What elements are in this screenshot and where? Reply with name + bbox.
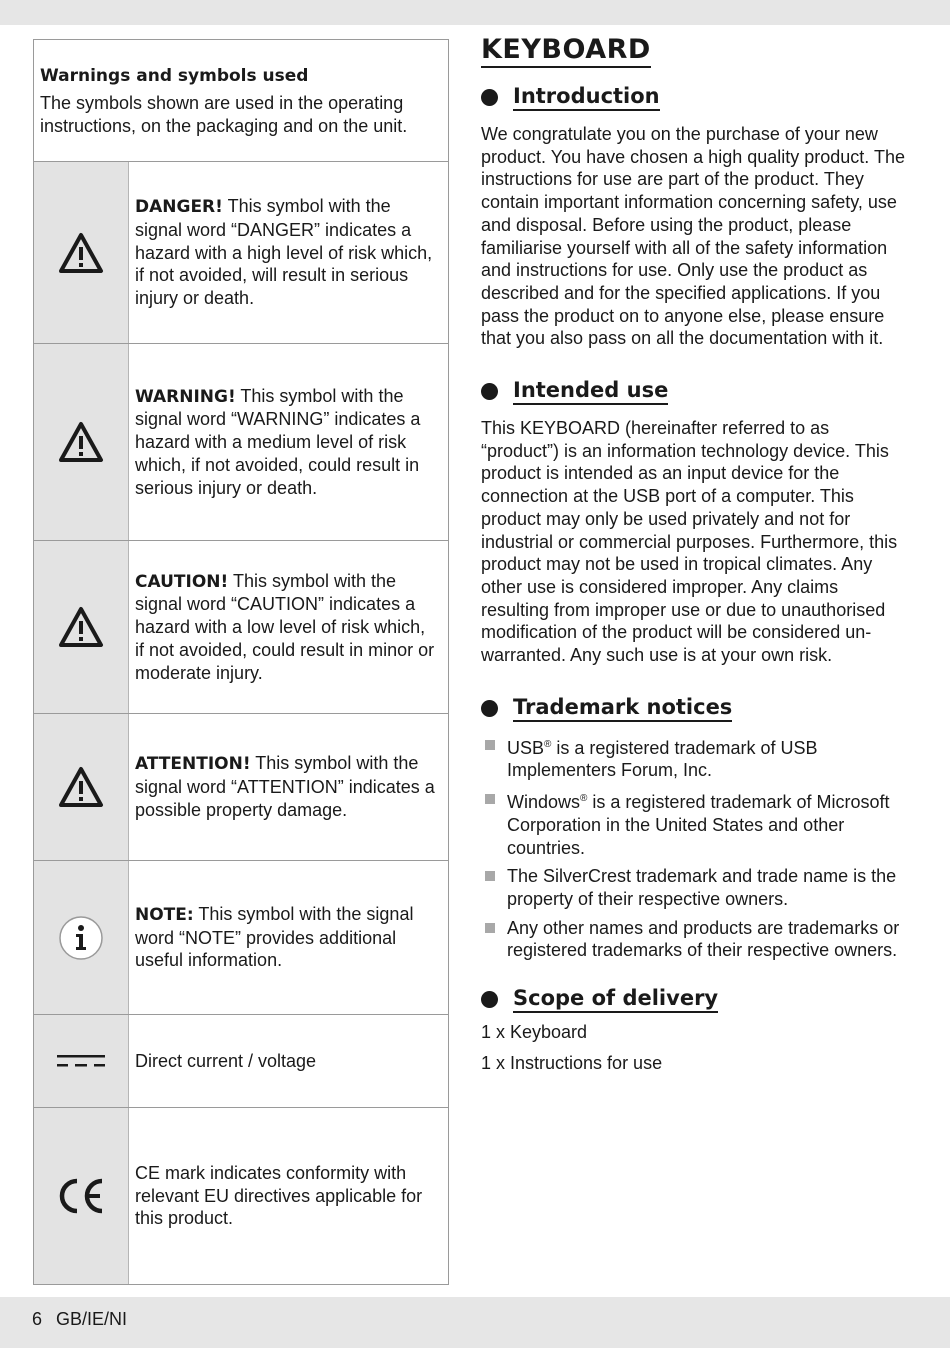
symbols-table — [33, 39, 449, 1285]
symbol-text-attention: ATTENTION! This symbol with the signal word “ATTENTION” indicates a possible property damage. — [135, 753, 435, 820]
introduction-text: We congratulate you on the purchase of your new product. You have chosen a high quality product. The instructions for use are part of the product. They contain important information concerning safety, use and disposal. Before using the product, please familiarise yourself with all of the safety information and instructions for use. Only use the product as described and for the specified applications. If you pass the product on to anyone else, please ensure that you also pass on all the documentation with it. — [481, 124, 905, 349]
page-footer — [32, 1309, 141, 1330]
symbol-text-warning: WARNING! This symbol with the signal word “WARNING” indicates a hazard with a medium level of risk which, if not avoided, could result in serious injury or death. — [135, 385, 421, 498]
list-item: Windows® is a registered trademark of Microsoft Corporation in the United States and other countries. — [481, 788, 911, 859]
symbol-text-ce: CE mark indicates conformity with relevant EU directives applicable for this product. — [135, 1162, 423, 1229]
document-column — [481, 34, 911, 1075]
symbol-row-danger — [34, 162, 448, 344]
section-title: Introduction — [513, 84, 660, 111]
direct-current-icon — [34, 1015, 129, 1107]
section-heading-delivery — [481, 986, 911, 1013]
document-title: KEYBOARD — [481, 34, 651, 68]
page-number: 6 — [32, 1309, 43, 1329]
symbols-intro: The symbols shown are used in the operating instructions, on the packaging and on the unit. — [40, 93, 408, 136]
section-title: Intended use — [513, 378, 668, 405]
intended-use-text: This KEYBOARD (hereinafter referred to as “product”) is an information technology device. This product is intended as an input device for the connection at the USB port of a computer. This product may only be used privately and not for industrial or commercial purposes. Furthermore, this product may not be used in tropical climates. Any other use is considered improper. Any claims resulting from improper use or due to unauthorised modification of the product will be considered un-warranted. Any such use is at your own risk. — [481, 418, 898, 666]
section-bullet-icon — [481, 89, 498, 106]
top-band — [0, 0, 950, 25]
delivery-item: 1 x Keyboard — [481, 1022, 588, 1043]
ce-mark-icon — [34, 1108, 129, 1284]
section-bullet-icon — [481, 700, 498, 717]
list-item: USB® is a registered trademark of USB Implementers Forum, Inc. — [481, 734, 911, 782]
list-item: Any other names and products are trademarks or registered trademarks of their respective owners. — [481, 917, 911, 962]
list-item: The SilverCrest trademark and trade name is the property of their respective owners. — [481, 865, 911, 910]
symbol-text-danger: DANGER! This symbol with the signal word “DANGER” indicates a hazard with a high level of risk which, if not avoided, will result in serious injury or death. — [135, 196, 433, 309]
symbol-row-note — [34, 861, 448, 1015]
bottom-band — [0, 1297, 950, 1348]
warning-triangle-icon — [34, 714, 129, 860]
symbol-row-warning — [34, 344, 448, 541]
section-heading-intended-use — [481, 378, 911, 405]
warning-triangle-icon — [34, 162, 129, 343]
section-bullet-icon — [481, 991, 498, 1008]
info-icon — [34, 861, 129, 1014]
region-code: GB/IE/NI — [56, 1309, 128, 1329]
section-heading-trademarks — [481, 695, 911, 722]
symbol-row-attention — [34, 714, 448, 861]
delivery-item: 1 x Instructions for use — [481, 1052, 663, 1073]
symbol-text-direct-current: Direct current / voltage — [135, 1050, 317, 1071]
symbol-row-ce — [34, 1108, 448, 1284]
warning-triangle-icon — [34, 344, 129, 540]
section-title: Trademark notices — [513, 695, 732, 722]
symbol-text-caution: CAUTION! This symbol with the signal word “CAUTION” indicates a hazard with a low level of risk which, if not avoided, could result in minor or moderate injury. — [135, 570, 435, 683]
trademark-list — [481, 734, 911, 962]
section-title: Scope of delivery — [513, 986, 718, 1013]
warning-triangle-icon — [34, 541, 129, 713]
symbols-heading: Warnings and symbols used — [40, 66, 309, 86]
symbol-row-direct-current — [34, 1015, 448, 1108]
symbol-text-note: NOTE: This symbol with the signal word “NOTE” provides additional useful information. — [135, 903, 414, 971]
symbol-row-caution — [34, 541, 448, 714]
section-bullet-icon — [481, 383, 498, 400]
section-heading-introduction — [481, 84, 911, 111]
symbols-header — [34, 40, 448, 162]
